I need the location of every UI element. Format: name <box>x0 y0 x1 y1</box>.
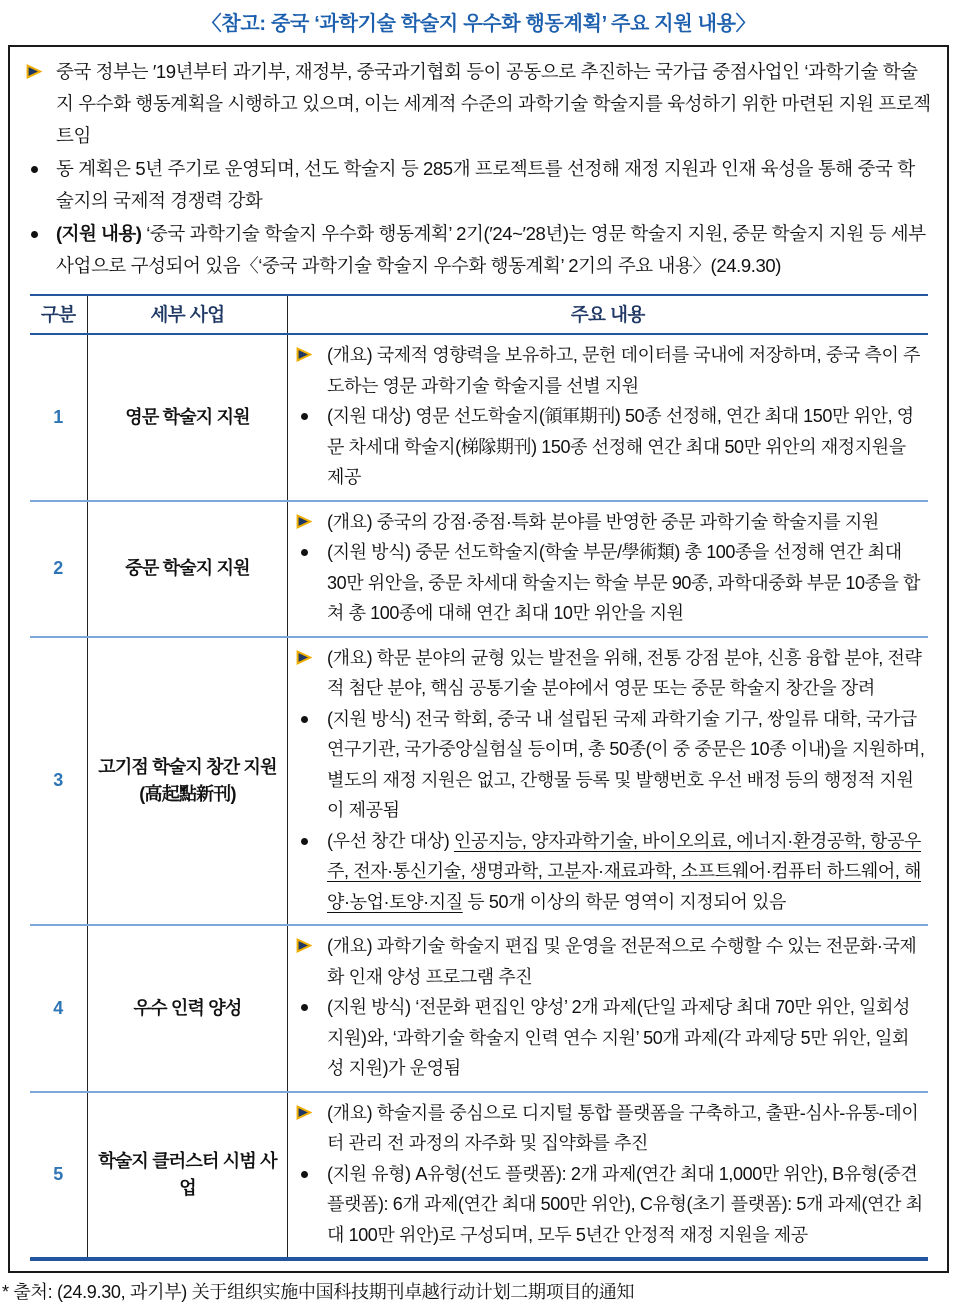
content-item <box>296 1159 926 1251</box>
row-number: 4 <box>30 925 88 1092</box>
page-title: 〈참고: 중국 ‘과학기술 학술지 우수화 행동계획’ 주요 지원 내용〉 <box>201 13 756 35</box>
dot-shape <box>31 231 38 238</box>
content-item-text <box>327 401 926 493</box>
support-table <box>30 294 928 1261</box>
intro-item-text: 중국 정부는 ′19년부터 과기부, 재정부, 중국과기협회 등이 공동으로 추진하는 국가급 중점사업인 ‘과학기술 학술지 우수화 행동계획을 시행하고 있으며, 이는 세계적 수준의 과학기술 학술지를 육성하기 위한 마련된 지원 프로젝트임 <box>56 61 931 146</box>
program-name-text: 우수 인력 양성 <box>133 997 242 1018</box>
column-header-1: 세부 사업 <box>88 295 288 334</box>
table-row <box>30 925 928 1092</box>
dot-shape <box>301 1171 308 1178</box>
row-content <box>288 1092 928 1260</box>
row-content <box>288 501 928 637</box>
row-program-name <box>88 501 288 637</box>
row-content <box>288 637 928 926</box>
row-number: 1 <box>30 334 88 501</box>
content-item <box>296 537 926 629</box>
arrow-bullet-icon <box>296 931 327 992</box>
dot-bullet-icon <box>296 992 327 1084</box>
dot-bullet-icon <box>296 537 327 629</box>
content-item <box>296 507 926 538</box>
row-number: 5 <box>30 1092 88 1260</box>
underlined-text: 인공지능, 양자과학기술, 바이오의료, 에너지·환경공학, 항공우주, 전자·통신기술, 생명과학, 고분자·재료과학, 소프트웨어·컴퓨터 하드웨어, 해양·농업·토양·지질 <box>327 830 922 912</box>
row-program-name <box>88 637 288 926</box>
column-header-0: 구분 <box>30 295 88 334</box>
dot-shape <box>301 549 308 556</box>
arrow-bullet-icon <box>296 340 327 401</box>
plain-text: (지원 대상) 영문 선도학술지(領軍期刊) 50종 선정해, 연간 최대 150만 위안, 영문 차세대 학술지(梯隊期刊) 150종 선정해 연간 최대 50만 위안의 재정지원을 제공 <box>327 406 914 487</box>
content-item-text <box>327 643 926 704</box>
arrow-bullet-icon <box>296 643 327 704</box>
table-body <box>30 334 928 1259</box>
dot-shape <box>301 1004 308 1011</box>
dot-bullet-icon <box>296 704 327 826</box>
program-name-text: 영문 학술지 지원 <box>125 406 250 427</box>
content-item <box>296 704 926 826</box>
content-item <box>296 931 926 992</box>
content-box <box>8 45 949 1273</box>
table-row <box>30 637 928 926</box>
dot-bullet-icon <box>296 1159 327 1251</box>
content-item-text <box>327 931 926 992</box>
content-item <box>296 340 926 401</box>
content-item-text <box>327 340 926 401</box>
arrow-bullet-icon <box>26 56 56 152</box>
dot-bullet-icon <box>26 153 56 217</box>
program-name-text: 학술지 클러스터 시범 사업 <box>98 1150 277 1198</box>
content-item <box>296 992 926 1084</box>
intro-item <box>26 56 931 152</box>
intro-item-text: (지원 내용) ‘중국 과학기술 학술지 우수화 행동계획’ 2기(′24~′28년)는 영문 학술지 지원, 중문 학술지 지원 등 세부 사업으로 구성되어 있음〈‘중국 과학기술 학술지 우수화 행동계획’ 2기의 주요 내용〉(24.9.30) <box>56 223 926 276</box>
row-number: 3 <box>30 637 88 926</box>
content-item <box>296 643 926 704</box>
dot-shape <box>31 166 38 173</box>
content-item-text <box>327 826 926 918</box>
row-program-name <box>88 334 288 501</box>
intro-item-text: 동 계획은 5년 주기로 운영되며, 선도 학술지 등 285개 프로젝트를 선정해 재정 지원과 인재 육성을 통해 중국 학술지의 국제적 경쟁력 강화 <box>56 158 915 211</box>
content-item-text <box>327 704 926 826</box>
table-header-row <box>30 295 928 334</box>
column-header-2: 주요 내용 <box>288 295 928 334</box>
content-item-text <box>327 507 926 538</box>
dot-bullet-icon <box>296 826 327 918</box>
intro-list <box>26 56 931 282</box>
content-item-text <box>327 992 926 1084</box>
program-name-subtext: (高起點新刊) <box>139 783 236 804</box>
intro-item <box>26 218 931 282</box>
content-item-text <box>327 1159 926 1251</box>
content-item-text <box>327 537 926 629</box>
source-footnote: * 출처: (24.9.30, 과기부) 关于组织实施中国科技期刊卓越行动计划二期项目的通知 <box>2 1282 635 1302</box>
plain-text: (지원 방식) ‘전문화 편집인 양성’ 2개 과제(단일 과제당 최대 70만 위안, 일회성 지원)와, ‘과학기술 학술지 인력 연수 지원’ 50개 과제(각 과제당 5만 위안, 일회성 지원)가 운영됨 <box>327 997 911 1078</box>
plain-text: (개요) 국제적 영향력을 보유하고, 문헌 데이터를 국내에 저장하며, 중국 측이 주도하는 영문 과학기술 학술지를 선별 지원 <box>327 345 921 396</box>
plain-text: (개요) 학문 분야의 균형 있는 발전을 위해, 전통 강점 분야, 신흥 융합 분야, 전략적 첨단 분야, 핵심 공통기술 분야에서 영문 또는 중문 학술지 창간을 장려 <box>327 647 922 698</box>
plain-text: (개요) 중국의 강점·중점·특화 분야를 반영한 중문 과학기술 학술지를 지원 <box>327 511 879 532</box>
content-item <box>296 826 926 918</box>
content-item <box>296 1098 926 1159</box>
program-name-text: 고기점 학술지 창간 지원 <box>98 756 277 777</box>
table-row <box>30 1092 928 1260</box>
row-program-name <box>88 925 288 1092</box>
arrow-bullet-icon <box>296 507 327 538</box>
table-row <box>30 334 928 501</box>
plain-text: (지원 유형) A유형(선도 플랫폼): 2개 과제(연간 최대 1,000만 위안), B유형(중견 플랫폼): 6개 과제(연간 최대 500만 위안), C유형(초기 플랫폼): 5개 과제(연간 최대 100만 위안)로 구성되며, 모두 5년간 안정적 재정 지원을 제공 <box>327 1163 923 1245</box>
content-item <box>296 401 926 493</box>
row-content <box>288 925 928 1092</box>
dot-shape <box>301 716 308 723</box>
table-row <box>30 501 928 637</box>
dot-bullet-icon <box>26 218 56 282</box>
arrow-bullet-icon <box>296 1098 327 1159</box>
dot-shape <box>301 838 308 845</box>
content-item-text <box>327 1098 926 1159</box>
intro-item <box>26 153 931 217</box>
plain-text: (지원 방식) 전국 학회, 중국 내 설립된 국제 과학기술 기구, 쌍일류 대학, 국가급 연구기관, 국가중앙실험실 등이며, 총 50종(이 중 중문은 10종 이내)을 지원하며, 별도의 재정 지원은 없고, 간행물 등록 및 발행번호 우선 배정 등의 행정적 지원이 제공됨 <box>327 708 925 820</box>
dot-shape <box>301 413 308 420</box>
plain-text: (지원 방식) 중문 선도학술지(학술 부문/學術類) 총 100종을 선정해 연간 최대 30만 위안을, 중문 차세대 학술지는 학술 부문 90종, 과학대중화 부문 10종을 합쳐 총 100종에 대해 연간 최대 10만 위안을 지원 <box>327 542 921 623</box>
row-program-name <box>88 1092 288 1260</box>
plain-text: (개요) 학술지를 중심으로 디지털 통합 플랫폼을 구축하고, 출판-심사-유통-데이터 관리 전 과정의 자주화 및 집약화를 추진 <box>327 1102 919 1153</box>
program-name-text: 중문 학술지 지원 <box>125 558 250 578</box>
row-number: 2 <box>30 501 88 637</box>
plain-text: (개요) 과학기술 학술지 편집 및 운영을 전문적으로 수행할 수 있는 전문화·국제화 인재 양성 프로그램 추진 <box>327 936 917 987</box>
row-content <box>288 334 928 501</box>
plain-text: (우선 창간 대상) <box>327 830 454 851</box>
dot-bullet-icon <box>296 401 327 493</box>
plain-text: 등 50개 이상의 학문 영역이 지정되어 있음 <box>462 891 786 912</box>
